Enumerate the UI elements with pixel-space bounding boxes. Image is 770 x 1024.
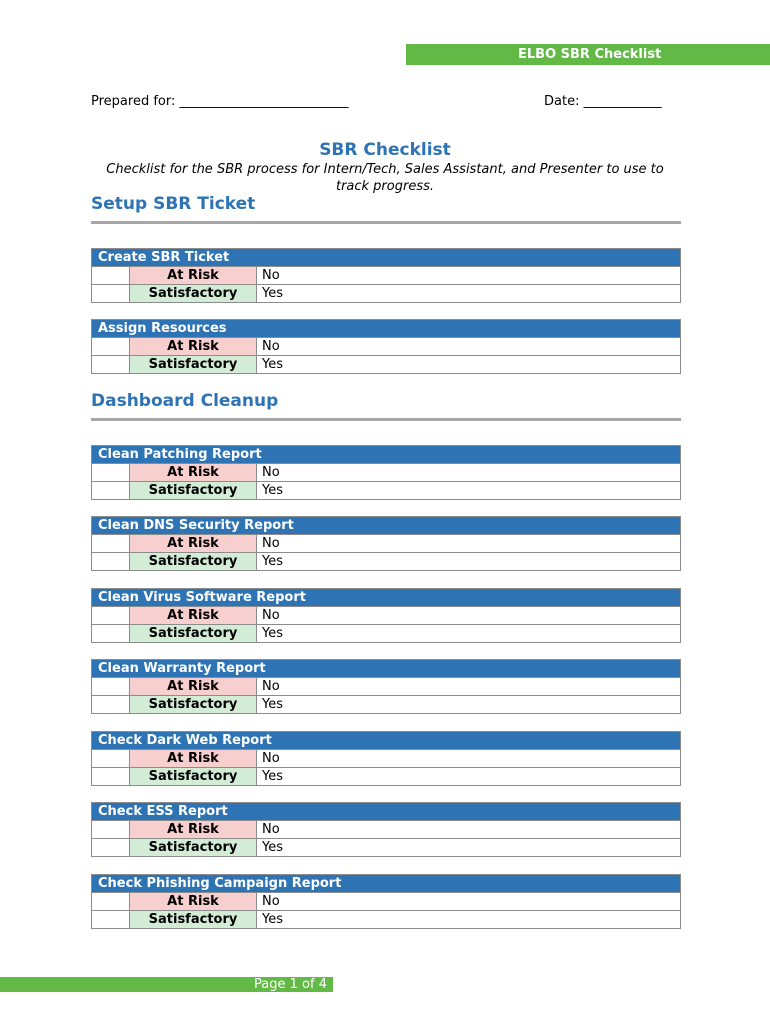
checkbox-cell[interactable] — [92, 768, 130, 785]
checklist-clean-virus-software-report — [91, 588, 681, 643]
satisfactory-row — [92, 910, 680, 928]
at-risk-label: At Risk — [130, 678, 257, 695]
checkbox-cell[interactable] — [92, 750, 130, 767]
at-risk-value: No — [262, 536, 280, 551]
at-risk-label: At Risk — [130, 607, 257, 624]
at-risk-value: No — [262, 751, 280, 766]
satisfactory-row — [92, 838, 680, 856]
checklist-item-title: Assign Resources — [92, 320, 680, 338]
at-risk-label: At Risk — [130, 535, 257, 552]
checkbox-cell[interactable] — [92, 625, 130, 642]
checklist-item-title: Clean Warranty Report — [92, 660, 680, 678]
page-title: SBR Checklist — [319, 140, 451, 160]
satisfactory-label: Satisfactory — [130, 625, 257, 642]
at-risk-value: No — [262, 339, 280, 354]
page-number-footer: Page 1 of 4 — [0, 977, 333, 992]
checkbox-cell[interactable] — [92, 678, 130, 695]
checklist-clean-warranty-report — [91, 659, 681, 714]
checkbox-cell[interactable] — [92, 464, 130, 481]
satisfactory-row — [92, 552, 680, 570]
checkbox-cell[interactable] — [92, 356, 130, 373]
checkbox-cell[interactable] — [92, 893, 130, 910]
satisfactory-value: Yes — [262, 912, 283, 927]
satisfactory-label: Satisfactory — [130, 482, 257, 499]
section-heading-setup: Setup SBR Ticket — [91, 194, 681, 224]
satisfactory-label: Satisfactory — [130, 768, 257, 785]
at-risk-label: At Risk — [130, 893, 257, 910]
at-risk-value: No — [262, 608, 280, 623]
at-risk-row — [92, 338, 680, 355]
satisfactory-value: Yes — [262, 357, 283, 372]
satisfactory-row — [92, 284, 680, 302]
checkbox-cell[interactable] — [92, 553, 130, 570]
satisfactory-value: Yes — [262, 626, 283, 641]
checkbox-cell[interactable] — [92, 535, 130, 552]
checkbox-cell[interactable] — [92, 267, 130, 284]
satisfactory-label: Satisfactory — [130, 696, 257, 713]
at-risk-row — [92, 678, 680, 695]
at-risk-value: No — [262, 268, 280, 283]
at-risk-row — [92, 535, 680, 552]
checkbox-cell[interactable] — [92, 839, 130, 856]
checkbox-cell[interactable] — [92, 696, 130, 713]
satisfactory-row — [92, 695, 680, 713]
checkbox-cell[interactable] — [92, 607, 130, 624]
at-risk-label: At Risk — [130, 821, 257, 838]
at-risk-label: At Risk — [130, 750, 257, 767]
satisfactory-label: Satisfactory — [130, 911, 257, 928]
satisfactory-label: Satisfactory — [130, 839, 257, 856]
at-risk-value: No — [262, 465, 280, 480]
checkbox-cell[interactable] — [92, 285, 130, 302]
at-risk-value: No — [262, 679, 280, 694]
header-banner: ELBO SBR Checklist — [406, 44, 770, 65]
at-risk-label: At Risk — [130, 338, 257, 355]
page-subtitle: Checklist for the SBR process for Intern/Tech, Sales Assistant, and Presenter to use to track progress. — [106, 162, 664, 194]
satisfactory-value: Yes — [262, 840, 283, 855]
at-risk-row — [92, 821, 680, 838]
at-risk-label: At Risk — [130, 464, 257, 481]
checkbox-cell[interactable] — [92, 821, 130, 838]
satisfactory-value: Yes — [262, 697, 283, 712]
checklist-item-title: Check ESS Report — [92, 803, 680, 821]
checklist-check-phishing-campaign-report — [91, 874, 681, 929]
at-risk-row — [92, 893, 680, 910]
checklist-item-title: Clean Virus Software Report — [92, 589, 680, 607]
satisfactory-value: Yes — [262, 286, 283, 301]
at-risk-row — [92, 267, 680, 284]
checkbox-cell[interactable] — [92, 482, 130, 499]
satisfactory-row — [92, 624, 680, 642]
checkbox-cell[interactable] — [92, 338, 130, 355]
satisfactory-row — [92, 767, 680, 785]
satisfactory-row — [92, 355, 680, 373]
at-risk-value: No — [262, 894, 280, 909]
checklist-item-title: Create SBR Ticket — [92, 249, 680, 267]
satisfactory-row — [92, 481, 680, 499]
checklist-item-title: Clean DNS Security Report — [92, 517, 680, 535]
at-risk-row — [92, 607, 680, 624]
satisfactory-value: Yes — [262, 554, 283, 569]
checklist-item-title: Check Phishing Campaign Report — [92, 875, 680, 893]
prepared-for-field: Prepared for: __________________________ — [91, 94, 349, 109]
at-risk-label: At Risk — [130, 267, 257, 284]
satisfactory-label: Satisfactory — [130, 356, 257, 373]
satisfactory-value: Yes — [262, 483, 283, 498]
checklist-clean-dns-security-report — [91, 516, 681, 571]
satisfactory-label: Satisfactory — [130, 553, 257, 570]
date-field: Date: ____________ — [544, 94, 662, 109]
checklist-item-title: Clean Patching Report — [92, 446, 680, 464]
at-risk-row — [92, 750, 680, 767]
at-risk-row — [92, 464, 680, 481]
at-risk-value: No — [262, 822, 280, 837]
section-heading-dashboard: Dashboard Cleanup — [91, 391, 681, 421]
checklist-item-title: Check Dark Web Report — [92, 732, 680, 750]
checklist-clean-patching-report — [91, 445, 681, 500]
satisfactory-value: Yes — [262, 769, 283, 784]
checklist-check-ess-report — [91, 802, 681, 857]
satisfactory-label: Satisfactory — [130, 285, 257, 302]
checkbox-cell[interactable] — [92, 911, 130, 928]
checklist-check-dark-web-report — [91, 731, 681, 786]
checklist-assign-resources — [91, 319, 681, 374]
checklist-create-sbr-ticket — [91, 248, 681, 303]
